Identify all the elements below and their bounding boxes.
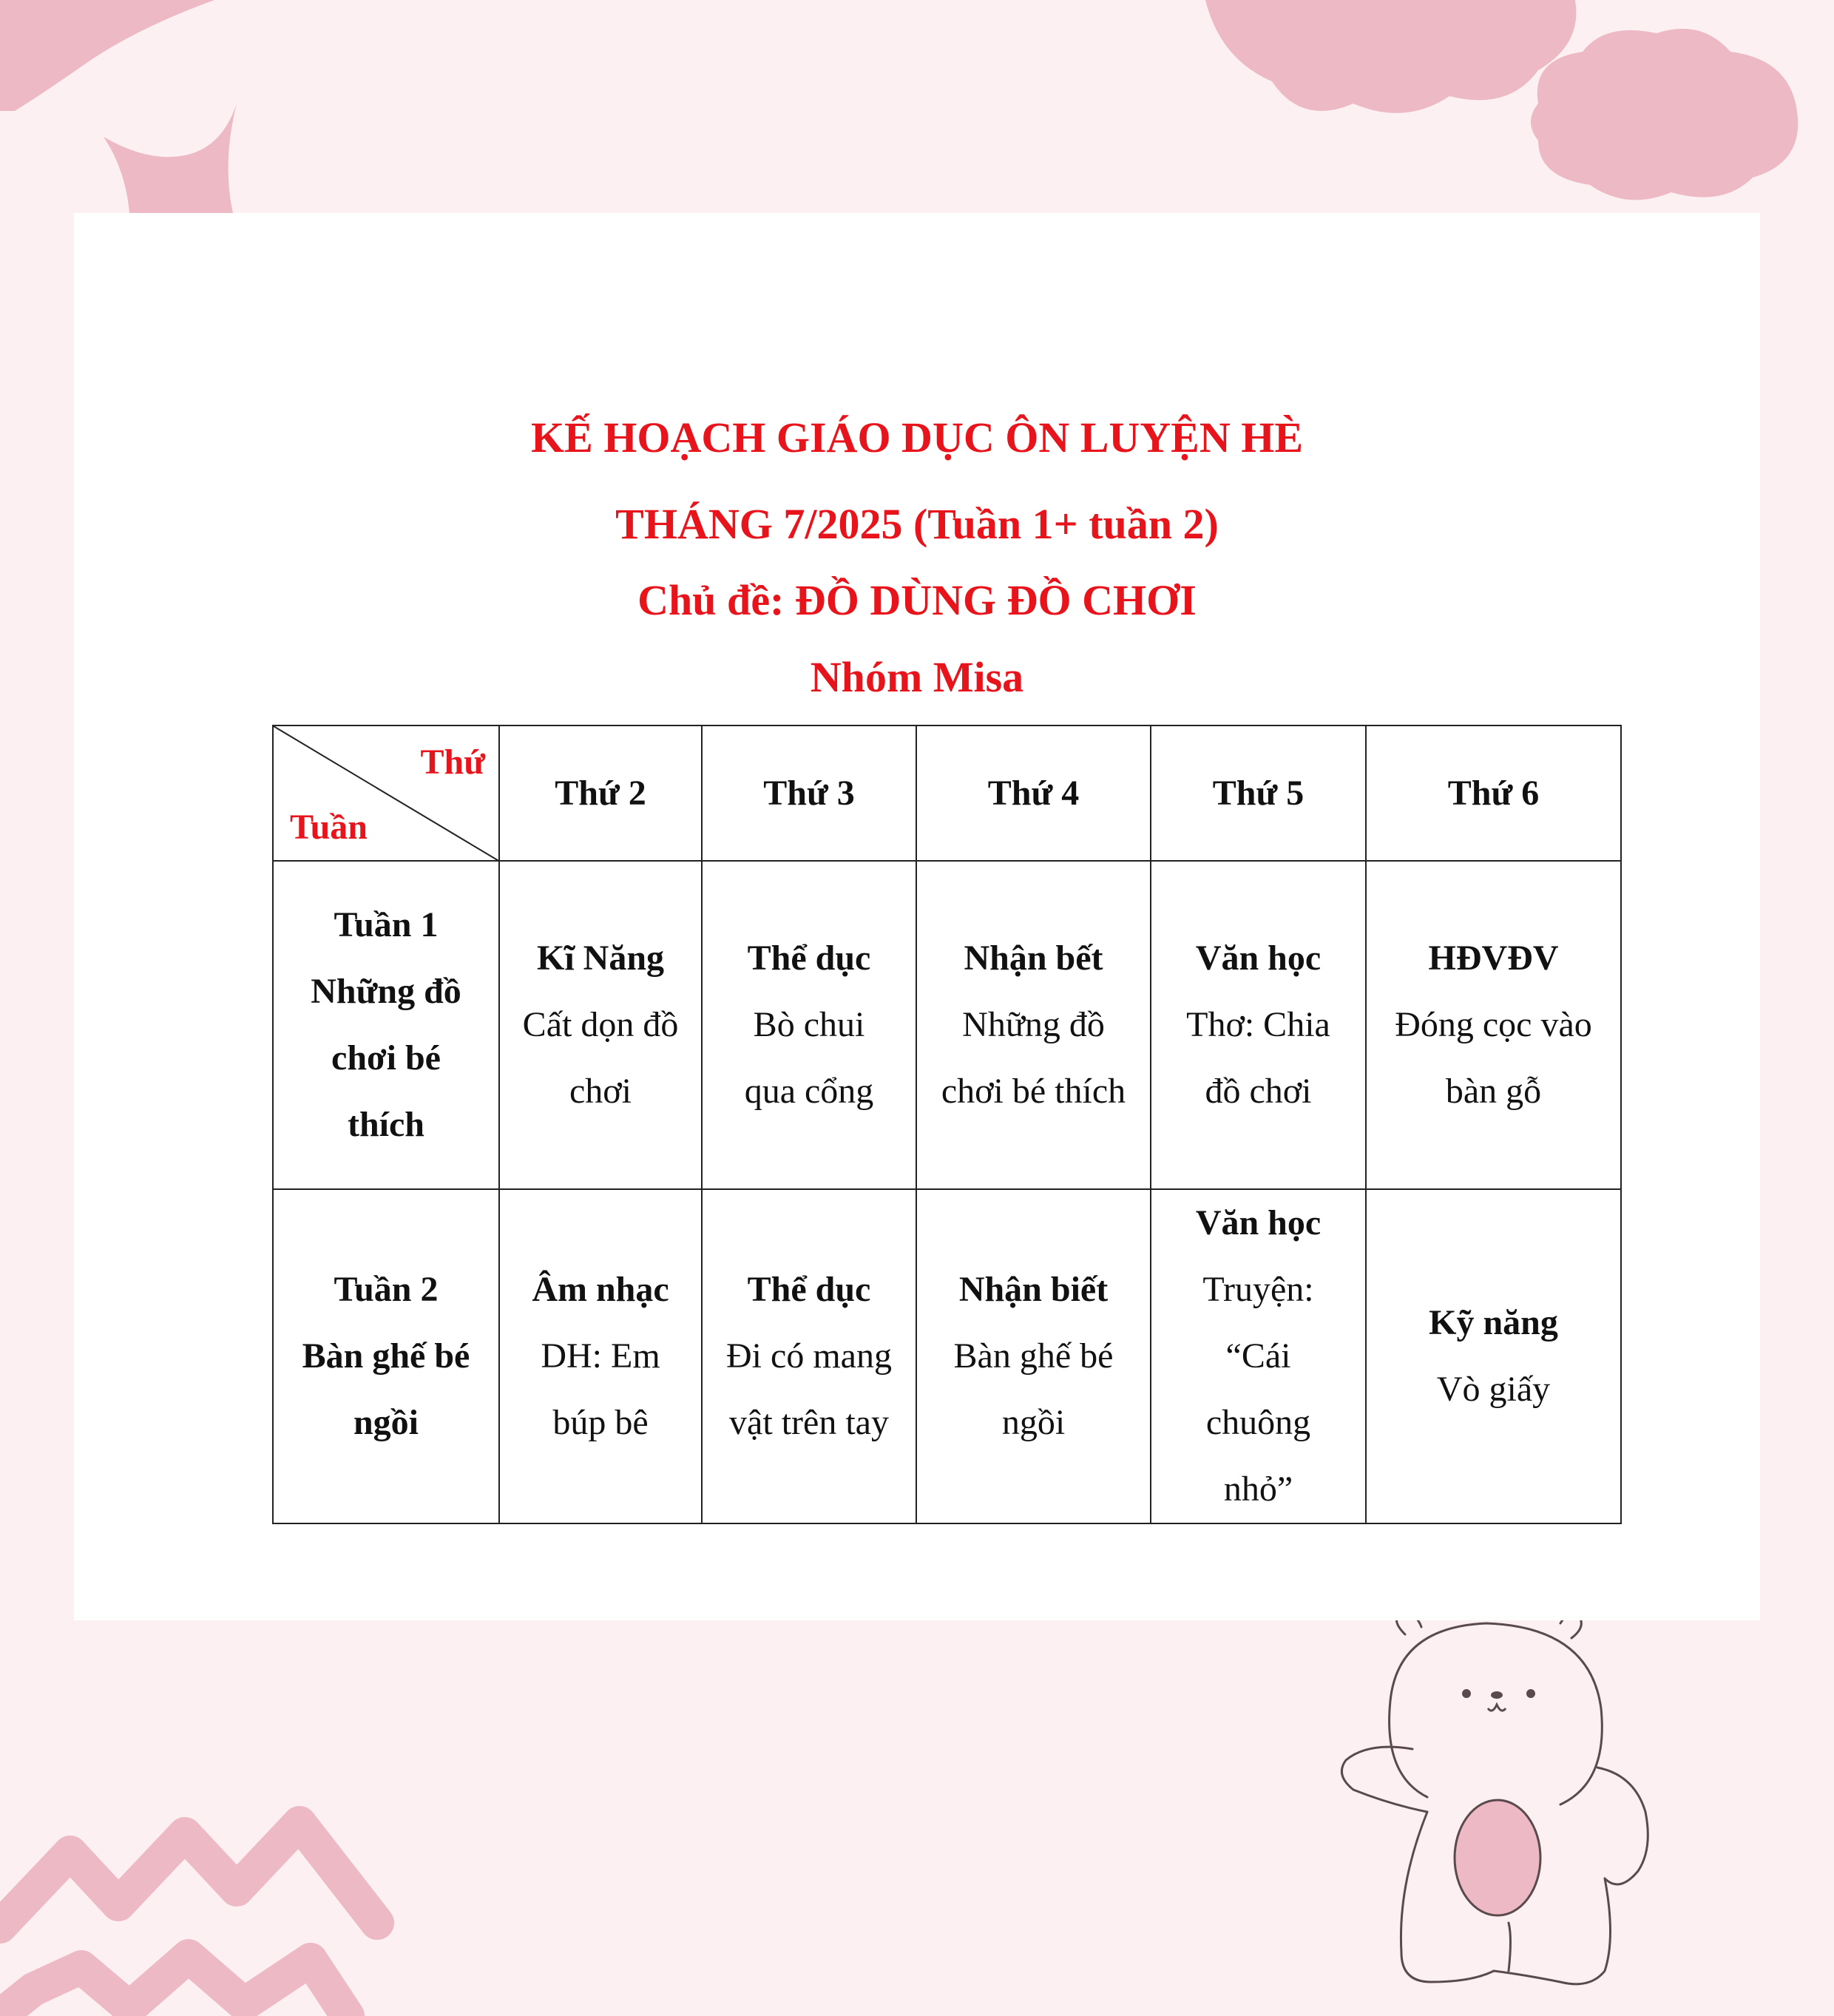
corner-week-label: Tuần bbox=[290, 808, 368, 847]
day-header: Thứ 6 bbox=[1366, 725, 1621, 861]
activity-description: Cất dọn đồ chơi bbox=[522, 1005, 679, 1111]
week-label: Tuần 2 Bàn ghế bé ngồi bbox=[302, 1270, 470, 1442]
cloud-shape-2 bbox=[1531, 29, 1798, 200]
activity-subject: Kĩ Năng bbox=[536, 938, 665, 978]
week-row-2 bbox=[273, 1189, 1621, 1523]
activity-cell bbox=[916, 861, 1151, 1189]
title-group: Nhóm Misa bbox=[810, 653, 1024, 701]
cloud-shape-1 bbox=[1205, 0, 1576, 113]
activity-cell bbox=[499, 1189, 702, 1523]
activity-cell bbox=[499, 861, 702, 1189]
activity-subject: HĐVĐV bbox=[1428, 938, 1559, 978]
activity-cell bbox=[916, 1189, 1151, 1523]
activity-description: Truyện: “Cái chuông nhỏ” bbox=[1202, 1270, 1314, 1509]
corner-day-label: Thứ bbox=[420, 743, 485, 782]
header-row bbox=[273, 725, 1621, 861]
bear-eye-left bbox=[1462, 1689, 1471, 1698]
week-label-cell bbox=[273, 861, 499, 1189]
activity-subject: Văn học bbox=[1195, 1203, 1322, 1242]
zigzag-shape-1 bbox=[0, 1823, 377, 1927]
schedule-table bbox=[272, 725, 1622, 1524]
day-header: Thứ 4 bbox=[916, 725, 1151, 861]
corner-header-cell bbox=[273, 725, 499, 861]
bear-belly-shape bbox=[1455, 1800, 1540, 1915]
activity-description: Bàn ghế bé ngồi bbox=[953, 1336, 1114, 1442]
title-theme: Chủ đề: ĐỒ DÙNG ĐỒ CHƠI bbox=[637, 576, 1197, 624]
top-left-swoosh-shape bbox=[0, 0, 214, 111]
day-header: Thứ 2 bbox=[499, 725, 702, 861]
activity-cell bbox=[702, 861, 916, 1189]
week-row-1 bbox=[273, 861, 1621, 1189]
activity-cell bbox=[702, 1189, 916, 1523]
week-label: Tuần 1 Những đồ chơi bé thích bbox=[311, 905, 461, 1144]
activity-description: Vò giấy bbox=[1436, 1370, 1551, 1409]
activity-subject: Thể dục bbox=[747, 1270, 871, 1309]
activity-subject: Kỹ năng bbox=[1429, 1303, 1558, 1342]
title-line-1: KẾ HOẠCH GIÁO DỤC ÔN LUYỆN HÈ bbox=[530, 413, 1304, 461]
activity-cell bbox=[1151, 861, 1366, 1189]
activity-cell bbox=[1366, 861, 1621, 1189]
activity-subject: Nhận biết bbox=[958, 1270, 1109, 1309]
week-label-cell bbox=[273, 1189, 499, 1523]
activity-description: Đi có mang vật trên tay bbox=[726, 1336, 892, 1442]
title-line-2: THÁNG 7/2025 (Tuần 1+ tuần 2) bbox=[615, 500, 1219, 548]
activity-subject: Nhận bết bbox=[964, 938, 1103, 978]
activity-description: Bò chui qua cổng bbox=[744, 1005, 874, 1111]
activity-subject: Thể dục bbox=[747, 938, 871, 978]
day-header: Thứ 5 bbox=[1151, 725, 1366, 861]
bear-nose bbox=[1491, 1691, 1503, 1699]
activity-description: Thơ: Chia đồ chơi bbox=[1186, 1005, 1330, 1111]
activity-subject: Âm nhạc bbox=[532, 1270, 669, 1309]
bear-mouth bbox=[1488, 1705, 1506, 1711]
activity-description: DH: Em búp bê bbox=[541, 1336, 660, 1442]
activity-cell bbox=[1151, 1189, 1366, 1523]
bear-eye-right bbox=[1526, 1689, 1535, 1698]
bear-illustration bbox=[1341, 1614, 1648, 1984]
activity-subject: Văn học bbox=[1195, 938, 1322, 978]
zigzag-shape-2 bbox=[0, 1956, 348, 2016]
day-header: Thứ 3 bbox=[702, 725, 916, 861]
activity-cell bbox=[1366, 1189, 1621, 1523]
top-left-star-shape bbox=[104, 104, 237, 213]
activity-description: Đóng cọc vào bàn gỗ bbox=[1395, 1005, 1592, 1111]
activity-description: Những đồ chơi bé thích bbox=[941, 1005, 1126, 1111]
